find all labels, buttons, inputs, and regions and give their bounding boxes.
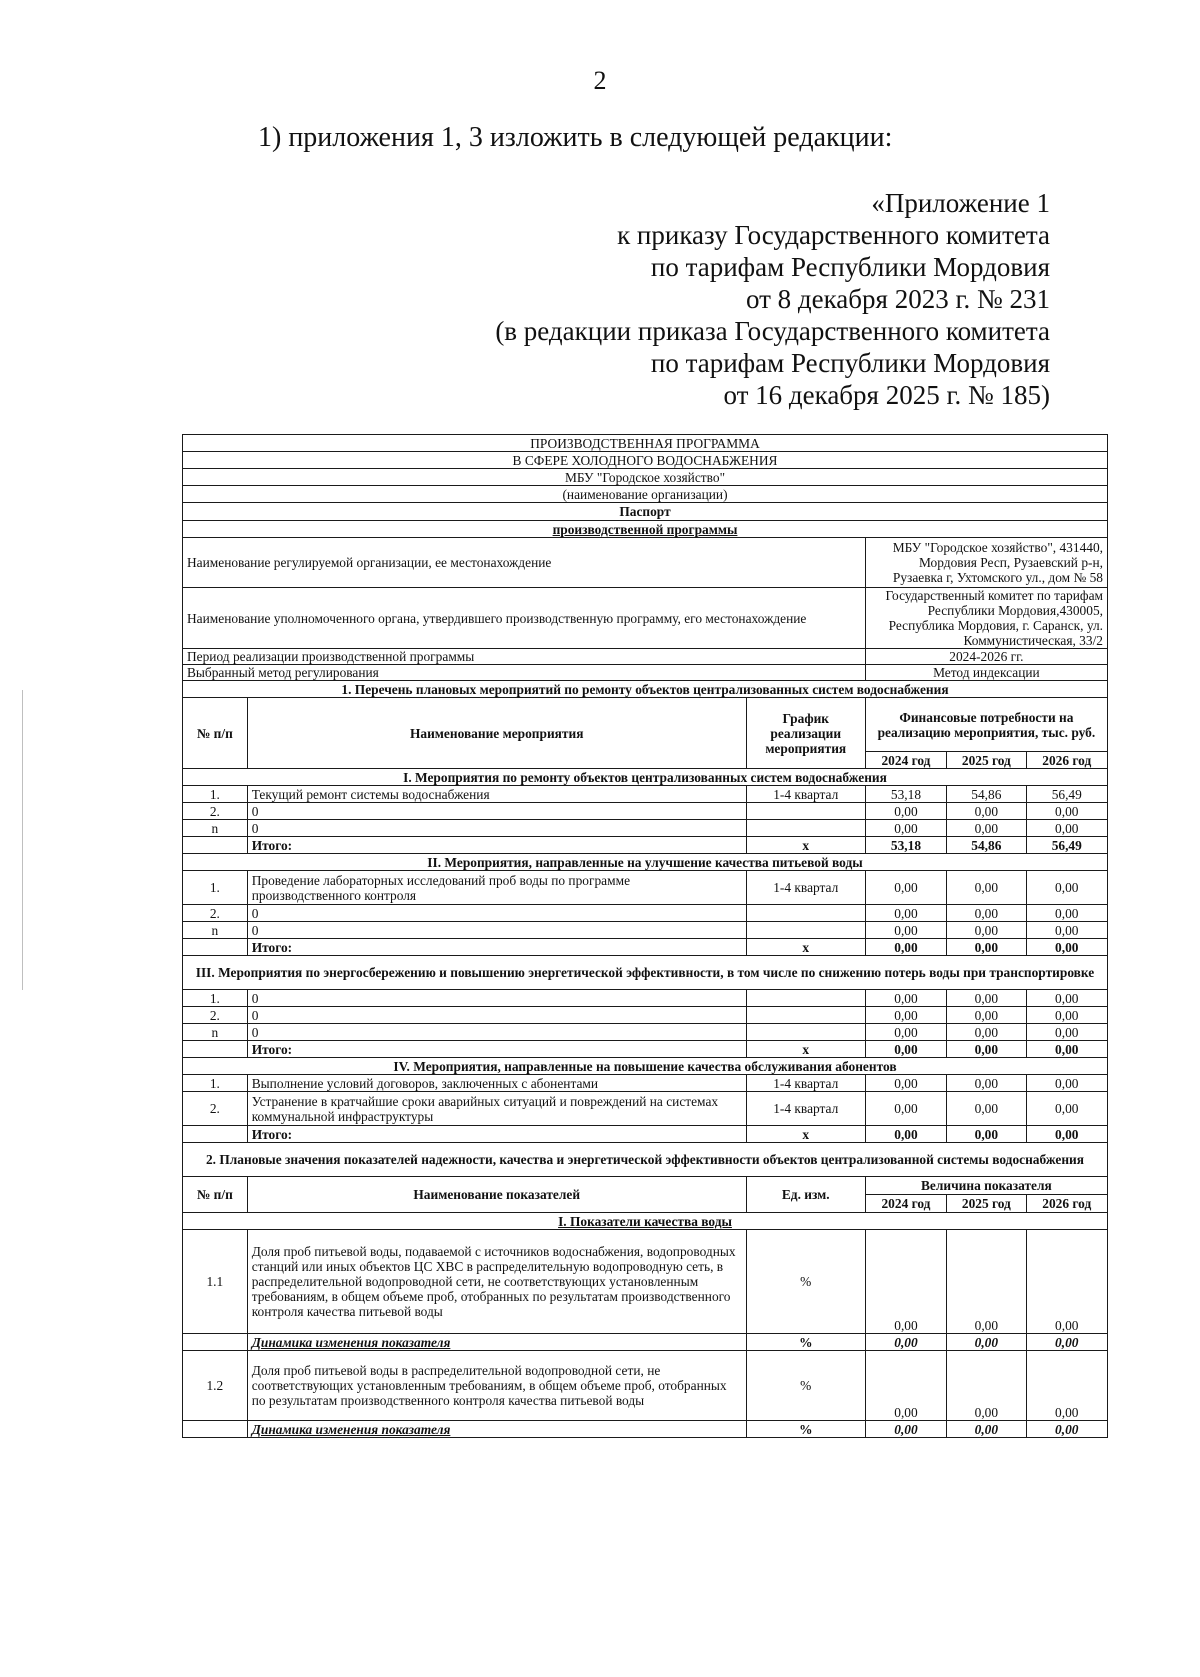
measure-name: Устранение в кратчайшие сроки аварийных ситуаций и повреждений на системах коммунальной инфраструктуры (247, 1092, 746, 1126)
program-subtitle: В СФЕРЕ ХОЛОДНОГО ВОДОСНАБЖЕНИЯ (183, 452, 1108, 469)
measure-name: 0 (247, 820, 746, 837)
section-title: 1. Перечень плановых мероприятий по ремонту объектов централизованных систем водоснабжения (183, 681, 1108, 698)
row-number: 2. (183, 905, 248, 922)
value-2026: 0,00 (1026, 820, 1107, 837)
total-label: Итого: (247, 1126, 746, 1143)
organization-name: МБУ "Городское хозяйство" (183, 469, 1108, 486)
schedule: 1-4 квартал (746, 1092, 865, 1126)
schedule (746, 922, 865, 939)
appendix-line: к приказу Государственного комитета (617, 220, 1050, 250)
info-label: Наименование уполномоченного органа, утвердившего производственную программу, его местонахождение (183, 588, 866, 649)
total-empty (183, 1126, 248, 1143)
schedule: 1-4 квартал (746, 871, 865, 905)
value-2024: 0,00 (865, 905, 946, 922)
value-2024: 0,00 (865, 1092, 946, 1126)
section-title: 2. Плановые значения показателей надежности, качества и энергетической эффективности объектов централизованной системы водоснабжения (183, 1143, 1108, 1177)
total-2024: 0,00 (865, 939, 946, 956)
page-number: 2 (593, 66, 607, 95)
dynamics-2026: 0,00 (1026, 1421, 1107, 1438)
total-empty (183, 1041, 248, 1058)
dynamics-2026: 0,00 (1026, 1334, 1107, 1351)
indicator-unit: % (746, 1230, 865, 1334)
group-title: III. Мероприятия по энергосбережению и повышению энергетической эффективности, в том числе по снижению потерь воды при транспортировке (183, 956, 1108, 990)
table-row (183, 1334, 1108, 1351)
table-row (183, 469, 1108, 486)
info-label: Период реализации производственной программы (183, 649, 866, 665)
value-2026: 56,49 (1026, 786, 1107, 803)
table-row (183, 503, 1108, 521)
total-2025: 0,00 (947, 1041, 1026, 1058)
table-row (183, 1007, 1108, 1024)
info-label: Выбранный метод регулирования (183, 665, 866, 681)
header-unit: Ед. изм. (746, 1177, 865, 1213)
value-2026: 0,00 (1026, 871, 1107, 905)
table-row (183, 1177, 1108, 1195)
table-row (183, 837, 1108, 854)
value-2024: 0,00 (865, 922, 946, 939)
indicator-number: 1.1 (183, 1230, 248, 1334)
info-value: 2024-2026 гг. (865, 649, 1107, 665)
header-year: 2026 год (1026, 1195, 1107, 1213)
appendix-header (250, 187, 1050, 411)
dynamics-label: Динамика изменения показателя (247, 1334, 746, 1351)
header-name: Наименование показателей (247, 1177, 746, 1213)
table-row (183, 1126, 1108, 1143)
measure-name: 0 (247, 1007, 746, 1024)
value-2024: 0,00 (865, 803, 946, 820)
total-schedule: x (746, 1126, 865, 1143)
program-title: ПРОИЗВОДСТВЕННАЯ ПРОГРАММА (183, 435, 1108, 452)
schedule (746, 990, 865, 1007)
value-2025: 54,86 (947, 786, 1026, 803)
info-value: МБУ "Городское хозяйство", 431440, Мордовия Респ, Рузаевский р-н, Рузаевка г, Ухтомского ул., дом № 58 (865, 538, 1107, 588)
appendix-line: по тарифам Республики Мордовия (650, 348, 1050, 378)
appendix-line: (в редакции приказа Государственного комитета (495, 316, 1050, 346)
indicator-number: 1.2 (183, 1351, 248, 1421)
total-2025: 54,86 (947, 837, 1026, 854)
table-row (183, 1092, 1108, 1126)
appendix-line: от 16 декабря 2025 г. № 185) (723, 380, 1050, 410)
appendix-line: от 8 декабря 2023 г. № 231 (745, 284, 1050, 314)
header-year: 2025 год (947, 752, 1026, 769)
group-title: II. Мероприятия, направленные на улучшение качества питьевой воды (183, 854, 1108, 871)
header-year: 2024 год (865, 1195, 946, 1213)
schedule: 1-4 квартал (746, 786, 865, 803)
row-number: 2. (183, 1007, 248, 1024)
total-2025: 0,00 (947, 939, 1026, 956)
info-value: Метод индексации (865, 665, 1107, 681)
schedule (746, 803, 865, 820)
indicator-unit: % (746, 1351, 865, 1421)
table-row (183, 1143, 1108, 1177)
measure-name: 0 (247, 803, 746, 820)
row-number: n (183, 820, 248, 837)
total-2024: 0,00 (865, 1126, 946, 1143)
row-number: n (183, 922, 248, 939)
header-value: Величина показателя (865, 1177, 1107, 1195)
dynamics-2024: 0,00 (865, 1421, 946, 1438)
table-row (183, 1421, 1108, 1438)
value-2024: 0,00 (865, 1024, 946, 1041)
table-row (183, 769, 1108, 786)
value-2024: 0,00 (865, 820, 946, 837)
row-number: 2. (183, 803, 248, 820)
row-number: 1. (183, 871, 248, 905)
table-row (183, 956, 1108, 990)
value-2026: 0,00 (1026, 803, 1107, 820)
table-row (183, 939, 1108, 956)
total-2026: 0,00 (1026, 1126, 1107, 1143)
value-2026: 0,00 (1026, 1092, 1107, 1126)
value-2024: 0,00 (865, 871, 946, 905)
row-number: 1. (183, 1075, 248, 1092)
total-2024: 0,00 (865, 1041, 946, 1058)
schedule: 1-4 квартал (746, 1075, 865, 1092)
value-2024: 0,00 (865, 990, 946, 1007)
dyn-empty (183, 1421, 248, 1438)
production-program-table (182, 434, 1108, 1438)
row-number: n (183, 1024, 248, 1041)
measure-name: 0 (247, 1024, 746, 1041)
schedule (746, 1007, 865, 1024)
table-row (183, 786, 1108, 803)
value-2026: 0,00 (1026, 1007, 1107, 1024)
indicator-2025: 0,00 (947, 1351, 1026, 1421)
table-row (183, 588, 1108, 649)
table-row (183, 521, 1108, 538)
table-row (183, 681, 1108, 698)
table-row (183, 854, 1108, 871)
total-2026: 56,49 (1026, 837, 1107, 854)
passport-title: Паспорт (183, 503, 1108, 521)
schedule (746, 1024, 865, 1041)
group-title: IV. Мероприятия, направленные на повышение качества обслуживания абонентов (183, 1058, 1108, 1075)
measure-name: 0 (247, 922, 746, 939)
total-label: Итого: (247, 939, 746, 956)
table-row (183, 1230, 1108, 1334)
group-title: I. Мероприятия по ремонту объектов централизованных систем водоснабжения (183, 769, 1108, 786)
indicator-name: Доля проб питьевой воды в распределительной водопроводной сети, не соответствующих установленным требованиям, в общем объеме проб, отобранных по результатам производственного контроля качества питьевой воды (247, 1351, 746, 1421)
table-row (183, 922, 1108, 939)
value-2025: 0,00 (947, 1075, 1026, 1092)
dyn-empty (183, 1334, 248, 1351)
dynamics-2025: 0,00 (947, 1334, 1026, 1351)
value-2025: 0,00 (947, 922, 1026, 939)
table-row (183, 486, 1108, 503)
measure-name: Выполнение условий договоров, заключенных с абонентами (247, 1075, 746, 1092)
indicator-2025: 0,00 (947, 1230, 1026, 1334)
table-row (183, 649, 1108, 665)
table-row (183, 435, 1108, 452)
header-finance: Финансовые потребности на реализацию мероприятия, тыс. руб. (865, 698, 1107, 752)
table-row (183, 452, 1108, 469)
header-schedule: График реализации мероприятия (746, 698, 865, 769)
value-2024: 53,18 (865, 786, 946, 803)
value-2024: 0,00 (865, 1075, 946, 1092)
indicator-2024: 0,00 (865, 1351, 946, 1421)
table-row (183, 538, 1108, 588)
value-2026: 0,00 (1026, 990, 1107, 1007)
info-value: Государственный комитет по тарифам Республики Мордовия,430005, Республика Мордовия, г. Саранск, ул. Коммунистическая, 33/2 (865, 588, 1107, 649)
dynamics-unit: % (746, 1421, 865, 1438)
header-name: Наименование мероприятия (247, 698, 746, 769)
value-2025: 0,00 (947, 871, 1026, 905)
total-2026: 0,00 (1026, 1041, 1107, 1058)
info-label: Наименование регулируемой организации, ее местонахождение (183, 538, 866, 588)
total-schedule: x (746, 1041, 865, 1058)
table-row (183, 820, 1108, 837)
value-2026: 0,00 (1026, 1075, 1107, 1092)
dynamics-2025: 0,00 (947, 1421, 1026, 1438)
header-year: 2025 год (947, 1195, 1026, 1213)
table-row (183, 871, 1108, 905)
value-2026: 0,00 (1026, 922, 1107, 939)
table-row (183, 1351, 1108, 1421)
row-number: 1. (183, 786, 248, 803)
value-2025: 0,00 (947, 1024, 1026, 1041)
value-2025: 0,00 (947, 820, 1026, 837)
indicator-2026: 0,00 (1026, 1230, 1107, 1334)
scan-artifact (22, 690, 23, 990)
total-schedule: x (746, 939, 865, 956)
table-row (183, 905, 1108, 922)
measure-name: 0 (247, 990, 746, 1007)
group-title: I. Показатели качества воды (183, 1213, 1108, 1230)
row-number: 1. (183, 990, 248, 1007)
measure-name: Проведение лабораторных исследований проб воды по программе производственного контроля (247, 871, 746, 905)
table-row (183, 990, 1108, 1007)
schedule (746, 905, 865, 922)
dynamics-unit: % (746, 1334, 865, 1351)
table-row (183, 698, 1108, 752)
table-row (183, 1075, 1108, 1092)
total-2026: 0,00 (1026, 939, 1107, 956)
value-2026: 0,00 (1026, 905, 1107, 922)
total-empty (183, 837, 248, 854)
total-label: Итого: (247, 837, 746, 854)
table-row (183, 803, 1108, 820)
header-num: № п/п (183, 1177, 248, 1213)
table-row (183, 1058, 1108, 1075)
measure-name: Текущий ремонт системы водоснабжения (247, 786, 746, 803)
measure-name: 0 (247, 905, 746, 922)
value-2024: 0,00 (865, 1007, 946, 1024)
value-2026: 0,00 (1026, 1024, 1107, 1041)
indicator-2026: 0,00 (1026, 1351, 1107, 1421)
indicator-2024: 0,00 (865, 1230, 946, 1334)
total-2025: 0,00 (947, 1126, 1026, 1143)
passport-subtitle: производственной программы (183, 521, 1108, 538)
value-2025: 0,00 (947, 1092, 1026, 1126)
total-schedule: x (746, 837, 865, 854)
intro-text: 1) приложения 1, 3 изложить в следующей редакции: (258, 122, 893, 153)
schedule (746, 820, 865, 837)
value-2025: 0,00 (947, 905, 1026, 922)
header-num: № п/п (183, 698, 248, 769)
header-year: 2024 год (865, 752, 946, 769)
table-row (183, 1041, 1108, 1058)
table-row (183, 1024, 1108, 1041)
total-label: Итого: (247, 1041, 746, 1058)
table-row (183, 665, 1108, 681)
header-year: 2026 год (1026, 752, 1107, 769)
dynamics-label: Динамика изменения показателя (247, 1421, 746, 1438)
organization-caption: (наименование организации) (183, 486, 1108, 503)
dynamics-2024: 0,00 (865, 1334, 946, 1351)
appendix-line: по тарифам Республики Мордовия (650, 252, 1050, 282)
table-row (183, 1213, 1108, 1230)
appendix-line: «Приложение 1 (871, 188, 1050, 218)
indicator-name: Доля проб питьевой воды, подаваемой с источников водоснабжения, водопроводных станций или иных объектов ЦС ХВС в распределительную водопроводную сеть, в распределительной водопроводной сети, не соответствующих установленным требованиям, в общем объеме проб, отобранных по результатам производственного контроля качества питьевой воды (247, 1230, 746, 1334)
value-2025: 0,00 (947, 803, 1026, 820)
total-empty (183, 939, 248, 956)
value-2025: 0,00 (947, 990, 1026, 1007)
total-2024: 53,18 (865, 837, 946, 854)
value-2025: 0,00 (947, 1007, 1026, 1024)
row-number: 2. (183, 1092, 248, 1126)
